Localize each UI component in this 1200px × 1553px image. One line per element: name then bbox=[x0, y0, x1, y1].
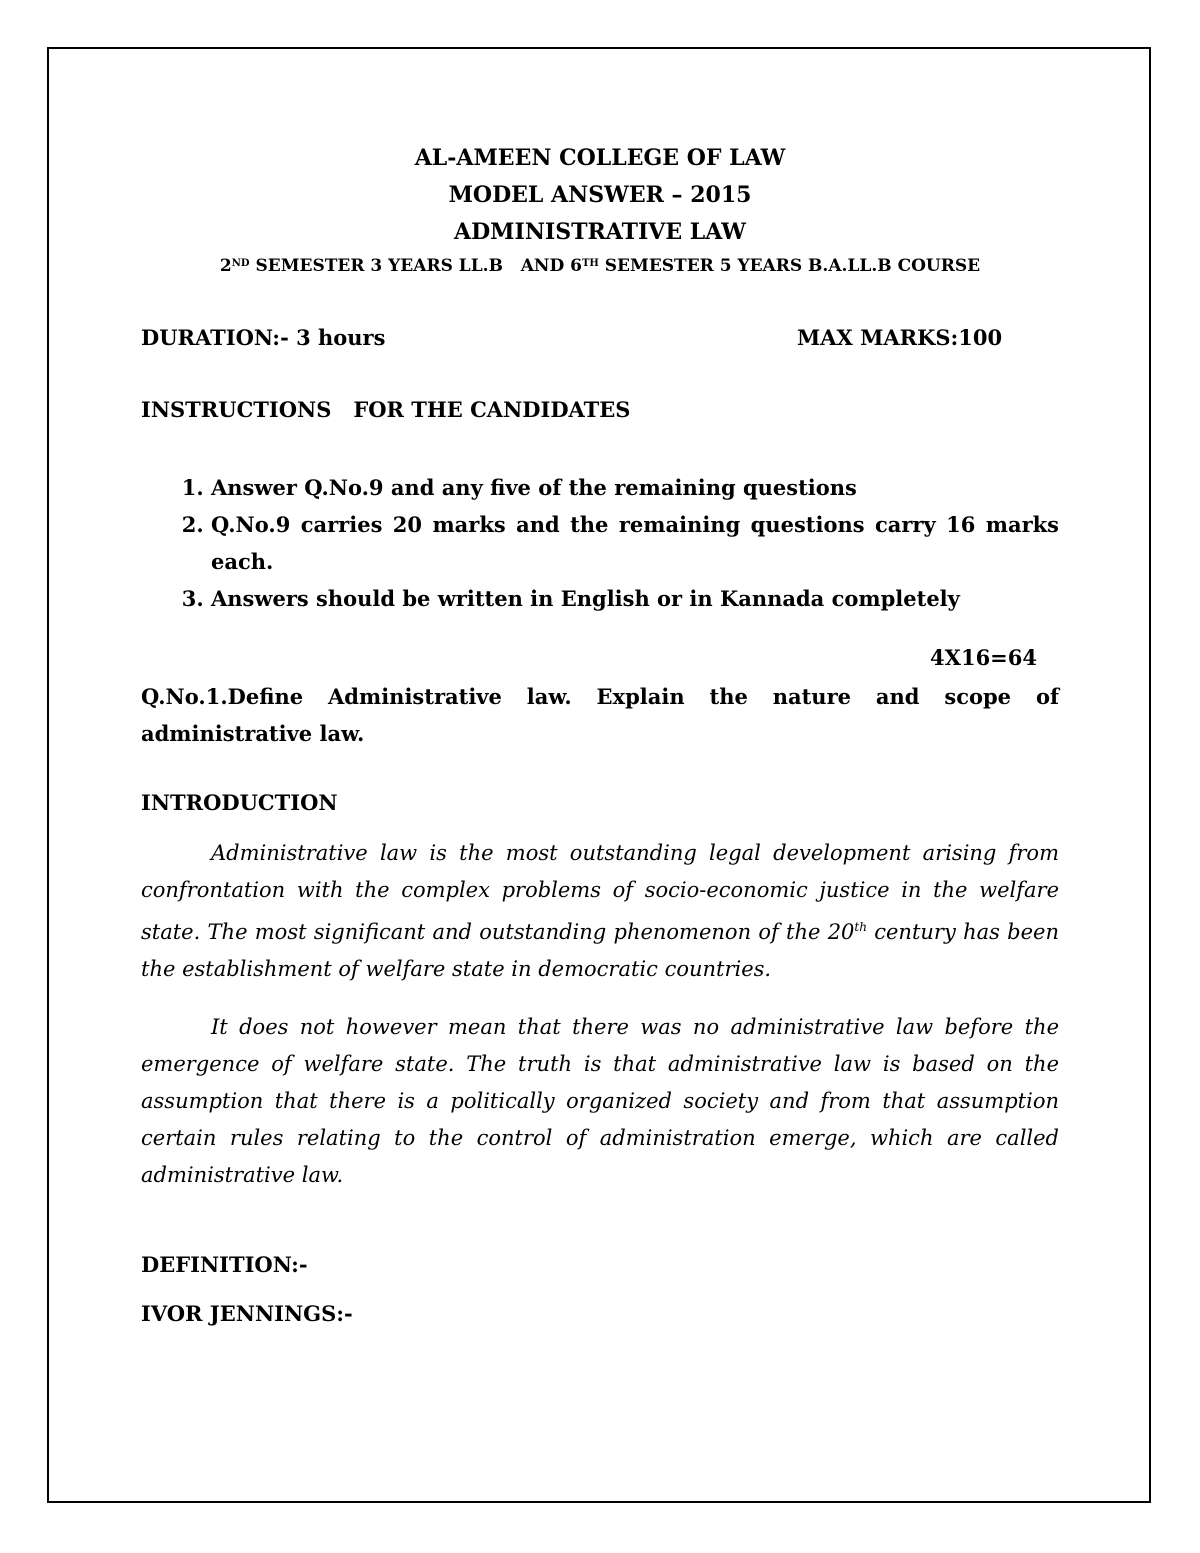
course-line bbox=[141, 251, 1059, 281]
document-content bbox=[141, 140, 1059, 1326]
course-sup-th: TH bbox=[581, 258, 599, 269]
duration: DURATION:- 3 hours bbox=[141, 325, 386, 350]
ivor-jennings-title: IVOR JENNINGS:- bbox=[141, 1301, 353, 1326]
para1-sup: th bbox=[854, 920, 867, 934]
exam-title: MODEL ANSWER – 2015 bbox=[448, 182, 752, 208]
course-text-2: SEMESTER 5 YEARS B.A.LL.B COURSE bbox=[598, 256, 981, 276]
course-sup-nd: ND bbox=[231, 258, 250, 269]
introduction-paragraph-1 bbox=[141, 835, 1059, 988]
introduction-title: INTRODUCTION bbox=[141, 790, 338, 815]
instructions-list bbox=[141, 469, 1059, 617]
max-marks: MAX MARKS:100 bbox=[797, 325, 1003, 350]
course-text-1: SEMESTER 3 YEARS LL.B AND 6 bbox=[249, 256, 582, 276]
instruction-item: 2. Q.No.9 carries 20 marks and the remaining questions carry 16 marks each. bbox=[211, 506, 1059, 580]
instruction-item: 1. Answer Q.No.9 and any five of the remaining questions bbox=[211, 469, 1059, 506]
para1-text-b: century has been the establishment of welfare state in democratic countries. bbox=[141, 920, 1059, 981]
para1-text-a: Administrative law is the most outstanding legal development arising from confrontation with the complex problems of socio-economic justice in the welfare state. The most significant and outstanding phenomenon of the 20 bbox=[141, 841, 1059, 944]
subject-title: ADMINISTRATIVE LAW bbox=[454, 219, 746, 245]
marks-allocation: 4X16=64 bbox=[930, 645, 1037, 670]
introduction-paragraph-2: It does not however mean that there was no administrative law before the emergence of welfare state. The truth is that administrative law is based on the assumption that there is a politically organized society and from that assumption certain rules relating to the control of administration emerge, which are called administrative law. bbox=[141, 1015, 1059, 1187]
instructions-title: INSTRUCTIONS FOR THE CANDIDATES bbox=[141, 397, 631, 422]
document-header bbox=[141, 140, 1059, 281]
meta-row bbox=[141, 325, 1059, 355]
instruction-item: 3. Answers should be written in English or in Kannada completely bbox=[211, 580, 1059, 617]
course-semester-num: 2 bbox=[219, 256, 232, 276]
college-name: AL-AMEEN COLLEGE OF LAW bbox=[414, 145, 786, 171]
definition-title: DEFINITION:- bbox=[141, 1252, 308, 1277]
question-1: Q.No.1.Define Administrative law. Explain the nature and scope of administrative law. bbox=[141, 684, 1059, 746]
